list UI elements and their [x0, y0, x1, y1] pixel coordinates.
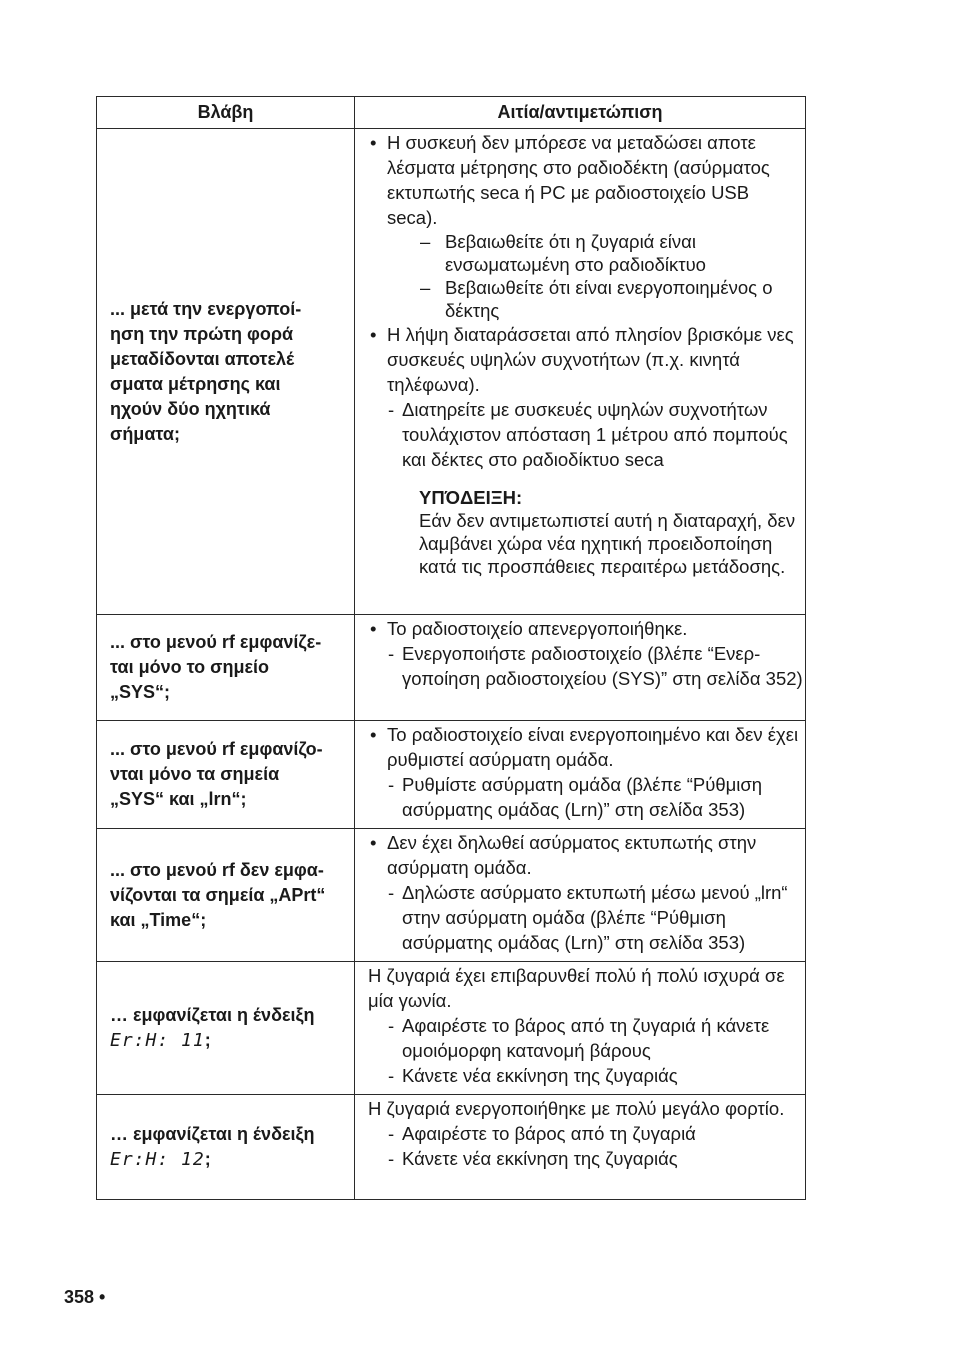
table-header-row — [97, 97, 806, 129]
action-text: Κάνετε νέα εκκίνηση της ζυγαριάς — [402, 1065, 678, 1086]
cause-text: Η ζυγαριά έχει επιβαρυνθεί πολύ ή πολύ ισχυρά σε μία γωνία. — [368, 965, 785, 1011]
action-item — [368, 1063, 803, 1088]
error-code: Er:H: 12 — [110, 1149, 205, 1170]
cause-bullet: • Δεν έχει δηλωθεί ασύρματος εκτυπωτής στην ασύρματη ομάδα. — [368, 830, 803, 880]
action-text: Δηλώστε ασύρματο εκτυπωτή μέσω μενού „lrn“ στην ασύρματη ομάδα (βλέπε “Ρύθμιση ασύρματης ομάδας (Lrn)” στη σελίδα 353) — [402, 882, 788, 953]
dash-marker: - — [388, 643, 395, 664]
table-row — [97, 962, 806, 1095]
fault-cell: ... στο μενού rf εμφανίζε- ται μόνο το σημείο „SYS“; — [97, 615, 355, 721]
troubleshooting-table — [96, 96, 806, 1200]
cause-bullet: • Το ραδιοστοιχείο απενεργοποιήθηκε. — [368, 616, 803, 641]
action-item — [368, 1121, 803, 1146]
action-text: Ενεργοποιήστε ραδιοστοιχείο (βλέπε “Ενερ- γοποίηση ραδιοστοιχείου (SYS)” στη σελίδα 352) — [402, 643, 803, 689]
check-item — [368, 276, 803, 322]
cause-cell — [355, 615, 806, 721]
action-item — [368, 1013, 803, 1063]
dash-marker: - — [388, 1065, 395, 1086]
cause-cell — [355, 129, 806, 615]
dash-marker: – — [420, 277, 431, 298]
dash-marker: - — [388, 1123, 395, 1144]
fault-cell: ... μετά την ενεργοποί- ηση την πρώτη φορά μεταδίδονται αποτελέ σματα μέτρησης και ηχούν δύο ηχητικά σήματα; — [97, 129, 355, 615]
check-item — [368, 230, 803, 276]
dash-marker: - — [388, 882, 395, 903]
note-text: Εάν δεν αντιμετωπιστεί αυτή η διαταραχή, δεν λαμβάνει χώρα νέα ηχητική προειδοποίηση κατά τις προσπάθειες περαιτέρω μετάδοσης. — [419, 510, 796, 577]
header-cause: Αιτία/αντιμετώπιση — [355, 97, 806, 129]
action-text: Αφαιρέστε το βάρος από τη ζυγαριά ή κάνετε ομοιόμορφη κατανομή βάρους — [402, 1015, 770, 1061]
action-text: Ρυθμίστε ασύρματη ομάδα (βλέπε “Ρύθμιση ασύρματης ομάδας (Lrn)” στη σελίδα 353) — [402, 774, 763, 820]
cause-bullet: • Το ραδιοστοιχείο είναι ενεργοποιημένο και δεν έχει ρυθμιστεί ασύρματη ομάδα. — [368, 722, 803, 772]
fault-text: … εμφανίζεται η ένδειξη — [110, 1124, 315, 1144]
page-number: 358 • — [64, 1287, 106, 1307]
fault-cell: ... στο μενού rf δεν εμφα- νίζονται τα σημεία „APrt“ και „Time“; — [97, 829, 355, 962]
dash-marker: - — [388, 399, 395, 420]
fault-text: … εμφανίζεται η ένδειξη — [110, 1005, 315, 1025]
cause-bullet: • Η λήψη διαταράσσεται από πλησίον βρισκόμε νες συσκευές υψηλών συχνοτήτων (π.χ. κινητά τηλέφωνα). — [368, 322, 803, 397]
action-item — [368, 397, 803, 472]
cause-cell — [355, 1095, 806, 1200]
cause-cell — [355, 962, 806, 1095]
note-title: ΥΠΌΔΕΙΞΗ: — [419, 487, 523, 508]
fault-cell — [97, 962, 355, 1095]
action-item — [368, 880, 803, 955]
action-text: Κάνετε νέα εκκίνηση της ζυγαριάς — [402, 1148, 678, 1169]
error-code: Er:H: 11 — [110, 1030, 205, 1051]
action-text: Διατηρείτε με συσκευές υψηλών συχνοτήτων τουλάχιστον απόσταση 1 μέτρου από πομπούς και δέκτες στο ραδιοδίκτυο seca — [402, 399, 788, 470]
check-text: Βεβαιωθείτε ότι η ζυγαριά είναι ενσωματωμένη στο ραδιοδίκτυο — [445, 231, 706, 275]
dash-marker: - — [388, 1148, 395, 1169]
table-row — [97, 721, 806, 829]
fault-cell — [97, 1095, 355, 1200]
cause-bullet: • Η συσκευή δεν μπόρεσε να μεταδώσει αποτε λέσματα μέτρησης στο ραδιοδέκτη (ασύρματος εκτυπωτής seca ή PC με ραδιοστοιχείο USB seca). — [368, 130, 803, 230]
header-fault: Βλάβη — [97, 97, 355, 129]
action-item — [368, 772, 803, 822]
error-code-line — [110, 1147, 350, 1172]
error-code-line — [110, 1028, 350, 1053]
cause-cell — [355, 721, 806, 829]
table-row — [97, 1095, 806, 1200]
dash-marker: - — [388, 1015, 395, 1036]
table-row — [97, 829, 806, 962]
check-text: Βεβαιωθείτε ότι είναι ενεργοποιημένος ο δέκτης — [445, 277, 773, 321]
table-row — [97, 615, 806, 721]
table-row — [97, 129, 806, 615]
note-block — [368, 486, 803, 578]
fault-suffix: ; — [204, 1149, 211, 1169]
dash-marker: – — [420, 231, 431, 252]
cause-text: Η ζυγαριά ενεργοποιήθηκε με πολύ μεγάλο φορτίο. — [368, 1098, 785, 1119]
action-item — [368, 1146, 803, 1171]
action-text: Αφαιρέστε το βάρος από τη ζυγαριά — [402, 1123, 696, 1144]
dash-marker: - — [388, 774, 395, 795]
fault-suffix: ; — [204, 1030, 211, 1050]
action-item — [368, 641, 803, 691]
fault-cell: ... στο μενού rf εμφανίζο- νται μόνο τα σημεία „SYS“ και „lrn“; — [97, 721, 355, 829]
cause-cell — [355, 829, 806, 962]
